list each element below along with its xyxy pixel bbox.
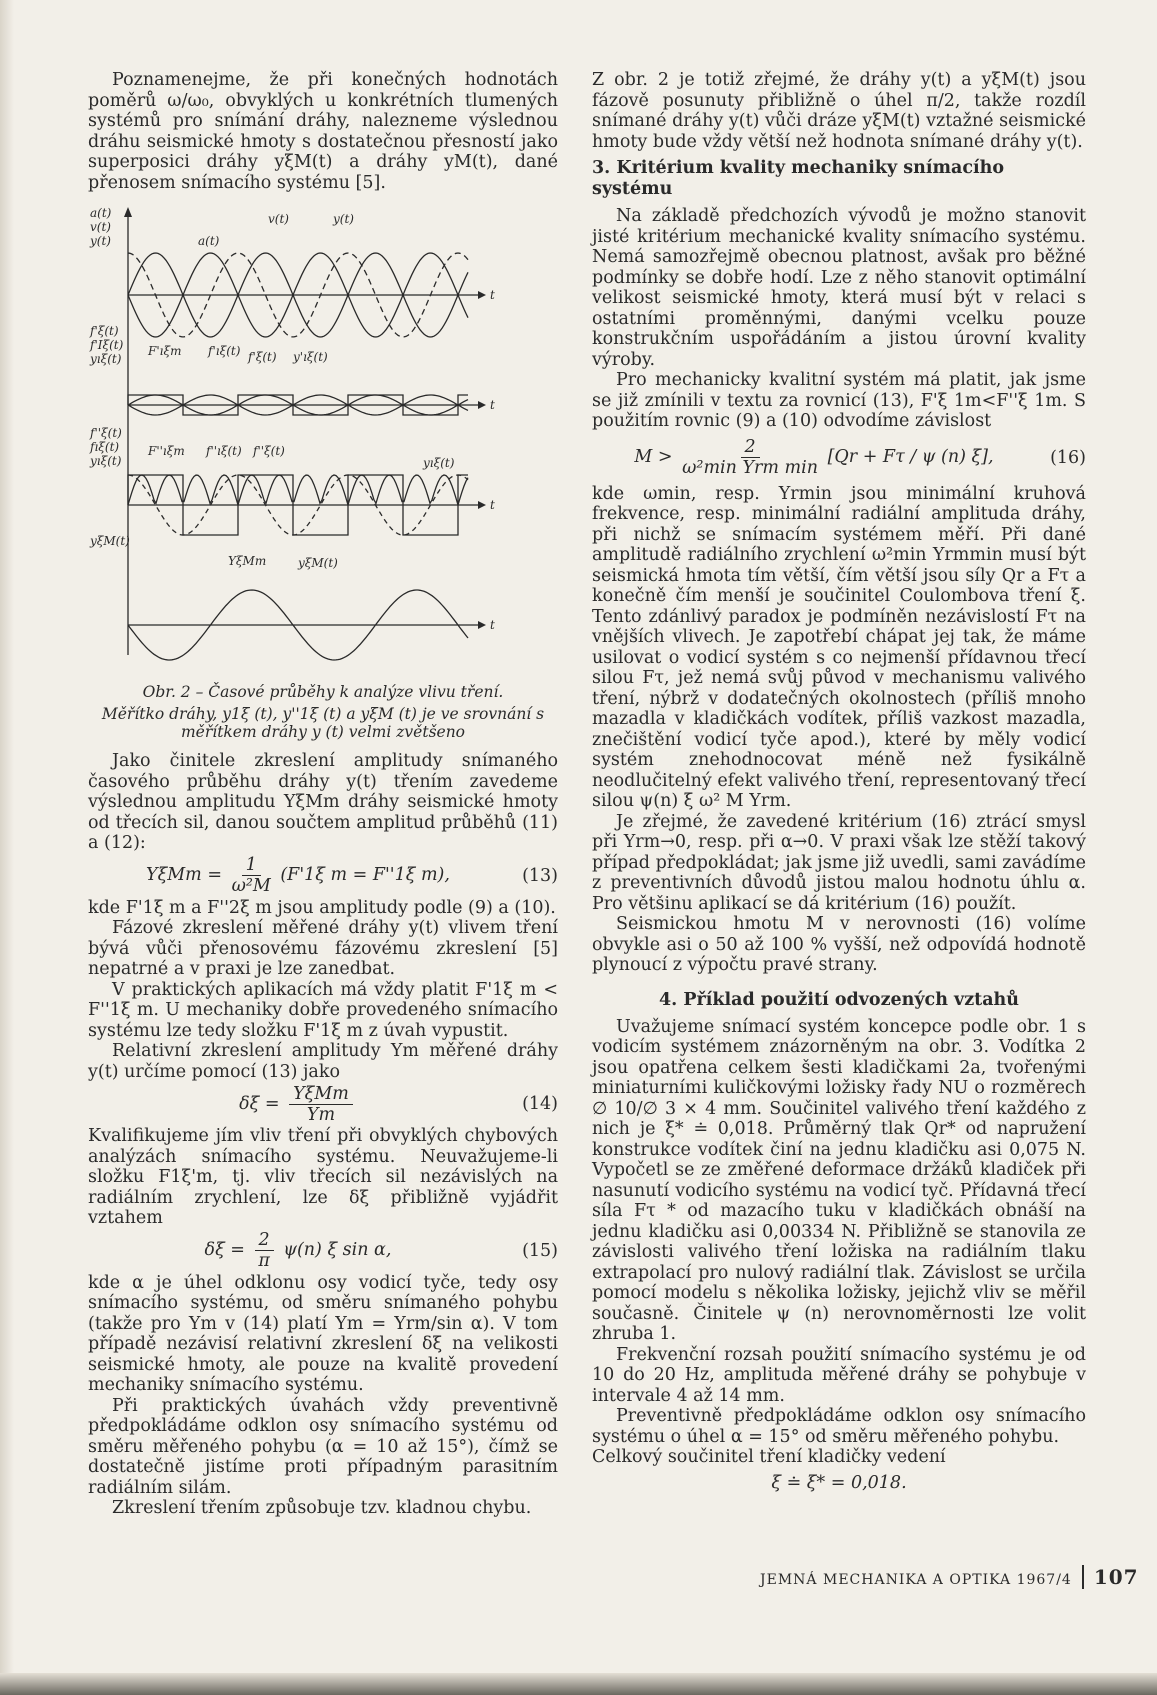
label-a-mid: a(t) [198, 234, 220, 248]
label-g4l: yξM(t) [298, 556, 338, 570]
label-t2: t [490, 398, 495, 412]
label-g3l3: yıξ(t) [423, 456, 455, 470]
label-g2b: f'Iξ(t) [90, 338, 124, 352]
figure-caption-title: Obr. 2 – Časové průběhy k analýze vlivu tření. [142, 683, 504, 701]
paragraph: Seismickou hmotu M v nerovnosti (16) volíme obvykle asi o 50 až 100 % vyšší, než odpovídá hodnotě plynoucí z výpočtu pravé strany. [592, 914, 1086, 975]
label-g2l2: f'ξ(t) [248, 350, 277, 364]
paragraph: Preventivně předpokládáme odklon osy snímacího systému o úhel α = 15° od směru měřeného pohybu. [592, 1406, 1086, 1447]
label-g4m: YξMm [228, 554, 267, 568]
label-v: v(t) [90, 220, 111, 234]
left-column [88, 70, 558, 1519]
label-t1: t [490, 288, 495, 302]
curve-y2-wave [128, 475, 468, 505]
label-g2a: f'ξ(t) [90, 324, 119, 338]
equation-16: M > 2 ω²min Yrm min [Qr + Fτ / ψ (n) ξ], (16) [634, 437, 1086, 478]
curve-y1-wave [128, 395, 468, 405]
section-heading-3: 3. Kritérium kvality mechaniky snímacího systému [592, 158, 1005, 199]
label-y-top: y(t) [333, 212, 354, 226]
paragraph: Poznamenejme, že při konečných hodnotách poměrů ω/ω₀, obvyklých u konkrétních tlumených systémů pro snímání dráhy, nalezneme výslednou dráhu seismické hmoty s dostatečnou přesností jako superposici dráhy yξM(t) a dráhy yM(t), dané přenosem snímacího systému [5]. [88, 70, 558, 193]
figure-2-time-plots [88, 205, 558, 675]
label-v-top: v(t) [268, 212, 289, 226]
label-t4: t [490, 618, 495, 632]
equation-15: δξ = $\frac{2}{\pi}$ ψ(n) ξ sin α, (15) [204, 1230, 558, 1271]
journal-name: JEMNÁ MECHANIKA A OPTIKA 1967/4 [760, 1572, 1072, 1588]
equation-13: YξMm = $\frac{1}{\text{ω²M}}$ (F'1ξ m = F''1ξ m), (13) [146, 855, 558, 896]
paragraph: Na základě předchozích vývodů je možno stanovit jisté kritérium mechanické kvality snímacího systému. Nemá samozřejmě obecnou platnost, avšak pro běžné podmínky se dobře hodí. Lze z něho stanovit optimální velikost seismické hmoty, která musí být v relaci s ostatními proměnnými, danými vcelku pouze konstrukčním uspořádáním a jistou úrovní kvality výroby. [592, 206, 1086, 370]
equation-14: δξ = YξMm Ym (14) [239, 1083, 558, 1125]
paragraph: Kvalifikujeme jím vliv tření při obvyklých chybových analýzách snímacího systému. Neuvažujeme-li složku F1ξ'm, tj. vliv třecích sil nezávislých na radiálním zrychlení, lze δξ přibližně vyjádřit vztahem [88, 1126, 558, 1228]
label-t3: t [490, 498, 495, 512]
label-g3c: yıξ(t) [90, 454, 122, 468]
page-edge-shadow [0, 0, 14, 1695]
label-g3m: F''ıξm [148, 444, 185, 458]
page-bottom-edge [0, 1673, 1157, 1695]
paragraph: Fázové zkreslení měřené dráhy y(t) vlivem tření bývá vůči přenosovému fázovému zkreslení [5] nepatrné a v praxi je lze zanedbat. [88, 918, 558, 979]
paragraph: V praktických aplikacích má vždy platit F'1ξ m < F''1ξ m. U mechaniky dobře provedeného snímacího systému lze tedy složku F'1ξ m z úvah vypustit. [88, 979, 558, 1041]
label-y: y(t) [90, 234, 111, 248]
label-g2m: F'ıξm [148, 344, 182, 358]
paragraph: Celkový součinitel tření kladičky vedení [592, 1447, 946, 1467]
label-g3l1: f''ıξ(t) [206, 444, 242, 458]
label-g3b: fıξ(t) [90, 440, 120, 454]
paragraph: Je zřejmé, že zavedené kritérium (16) ztrácí smysl při Yrm→0, resp. při α→0. V praxi však lze stěží takový případ předpokládat; jak jsme již uvedli, sami zavádíme z preventivních důvodů jistou malou hodnotu úhlu α. Pro většinu aplikací se dá kritérium (16) použít. [592, 811, 1086, 914]
paragraph: Uvažujeme snímací systém koncepce podle obr. 1 s vodicím systémem znázorněným na obr. 3. Vodítka 2 jsou opatřena celkem šesti kladičkami 2a, tvořenými miniaturními kuličkovými ložisky řady NU o rozměrech ∅ 10/∅ 3 × 4 mm. Součinitel valivého tření každého z nich je ξ* ≐ 0,018. Průměrný tlak Qr* od napružení konstrukce vodítek činí na jednu kladičku asi 0,075 N. Vypočetl se ze změřené deformace držáků kladiček při nasunutí vodicího systému na vodicí tyč. Přídavná třecí síla Fτ * od mazacího tuku v kladičkách obnáší na jednu kladičku asi 0,00334 N. Přibližně se stanovila ze závislosti valivého tření ložiska na radiálním tlaku extrapolací pro nulový radiální tlak. Závislost se určila pomocí modelu s několika ložisky, jejichž vliv se měřil současně. Činitele ψ (n) nerovnoměrnosti lze volit zhruba 1. [592, 1016, 1086, 1344]
paragraph: Frekvenční rozsah použití snímacího systému je od 10 do 20 Hz, amplituda měřené dráhy se pohybuje v intervale 4 až 14 mm. [592, 1344, 1086, 1406]
paragraph: kde α je úhel odklonu osy vodicí tyče, tedy osy snímacího systému, od směru snímaného pohybu (takže pro Ym v (14) platí Ym = Yrm/sin α). V tom případě nezávisí relativní zkreslení δξ na velikosti seismické hmoty, ale pouze na kvalitě provedení mechaniky snímacího systému. [88, 1272, 558, 1395]
label-g2c: yıξ(t) [90, 352, 122, 366]
paragraph: kde F'1ξ m a F''2ξ m jsou amplitudy podle (9) a (10). [88, 897, 556, 918]
page-number: 107 [1082, 1565, 1139, 1589]
figure-caption-note: Měřítko dráhy, y1ξ (t), y''1ξ (t) a yξM (t) je ve srovnání s měřítkem dráhy y (t) velmi zvětšeno [101, 705, 545, 741]
label-g4a: yξM(t) [90, 534, 130, 548]
label-a: a(t) [90, 206, 112, 220]
paragraph: Relativní zkreslení amplitudy Ym měřené dráhy y(t) určíme pomocí (13) jako [88, 1041, 558, 1082]
paragraph: Jako činitele zkreslení amplitudy snímaného časového průběhu dráhy y(t) třením zavedeme výslednou amplitudu YξMm dráhy seismické hmoty od třecích sil, danou součtem amplitud průběhů (11) a (12): [88, 751, 558, 853]
label-g3l2: f''ξ(t) [253, 444, 285, 458]
paragraph: Zkreslení třením způsobuje tzv. kladnou chybu. [112, 1498, 532, 1518]
page-footer [760, 1565, 1139, 1589]
equation-final: ξ ≐ ξ* = 0,018. [771, 1472, 907, 1493]
paragraph: Při praktických úvahách vždy preventivně předpokládáme odklon osy snímacího systému od směru měřeného pohybu (α = 10 až 15°), čímž se dostatečně jistíme proti případným parasitním radiálním silám. [88, 1395, 558, 1498]
label-g3a: f''ξ(t) [90, 426, 122, 440]
label-g2l3: y'ıξ(t) [293, 350, 328, 364]
paragraph: Z obr. 2 je totiž zřejmé, že dráhy y(t) a yξM(t) jsou fázově posunuty přibližně o úhel π/2, takže rozdíl snímané dráhy y(t) vůči dráze yξM(t) vztažné seismické hmoty bude vždy větší než hodnota snímané dráhy y(t). [592, 70, 1086, 152]
paragraph: Pro mechanicky kvalitní systém má platit, jak jsme se již zmínili v textu za rovnicí (13), F'ξ 1m<F''ξ 1m. S použitím rovnic (9) a (10) odvodíme závislost [592, 370, 1086, 431]
curve-y1-wave-neg [128, 405, 468, 415]
paragraph: kde ωmin, resp. Yrmin jsou minimální kruhová frekvence, resp. minimální radiální amplituda dráhy, při nichž se snímacím systémem měří. Při dané amplitudě radiálního zrychlení ω²min Yrmmin musí být seismická hmota tím větší, čím větší jsou síly Qr a Fτ a konečně čím menší je součinitel Coulombova tření ξ. Tento zdánlivý paradox je podmíněn nezávislostí Fτ na vnějších vlivech. Je zapotřebí chápat jej tak, že máme usilovat o vodicí systém s co nejmenší přídavnou třecí silou Fτ, jež nemá svůj původ v mechanismu valivého tření, nýbrž v dodatečných okolnostech (příliš mnoho mazadla v kladičkách vodítek, příliš vazkost mazadla, znečištění vodicí tyče apod.), které by měly vodicí systém znehodnocovat méně než fysikálně neodlučitelný efekt valivého tření, representovaný třecí silou ψ(n) ξ ω² M Yrm. [592, 483, 1086, 811]
section-heading-4: 4. Příklad použití odvozených vztahů [658, 989, 1020, 1010]
label-g2l1: f'ıξ(t) [208, 344, 241, 358]
right-column [592, 70, 1086, 1498]
